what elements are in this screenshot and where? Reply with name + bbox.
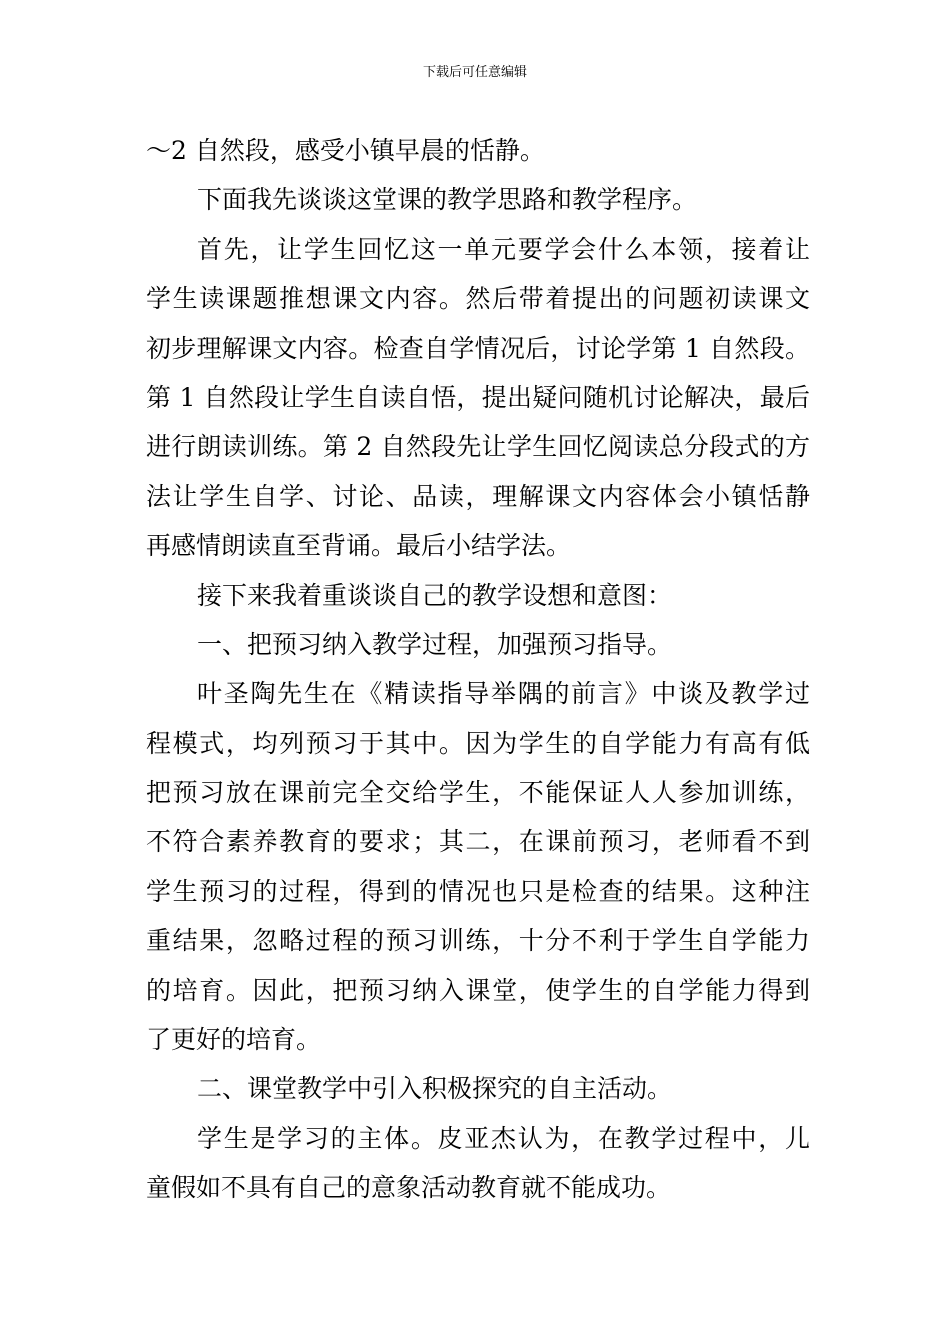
text-line: 一、把预习纳入教学过程，加强预习指导。 [197, 629, 673, 659]
text-line: 程模式，均列预习于其中。因为学生的自学能力有高有低 [146, 728, 810, 758]
text-line: 进行朗读训练。第 2 自然段先让学生回忆阅读总分段式的方 [146, 432, 810, 462]
text-line: 初步理解课文内容。检查自学情况后，讨论学第 1 自然段。 [146, 333, 810, 363]
text-line: 再感情朗读直至背诵。最后小结学法。 [146, 531, 572, 561]
text-line: 二、课堂教学中引入积极探究的自主活动。 [197, 1074, 673, 1104]
text-line: 学生预习的过程，得到的情况也只是检查的结果。这种注 [146, 876, 810, 906]
text-line: 接下来我着重谈谈自己的教学设想和意图： [197, 580, 673, 610]
text-line: ～2 自然段，感受小镇早晨的恬静。 [146, 136, 545, 165]
text-line: 童假如不具有自己的意象活动教育就不能成功。 [146, 1173, 672, 1203]
page-header: 下载后可任意编辑 [422, 65, 527, 80]
text-line: 叶圣陶先生在《精读指导举隅的前言》中谈及教学过 [197, 679, 810, 709]
document-body [146, 126, 810, 1213]
text-line: 的培育。因此，把预习纳入课堂，使学生的自学能力得到 [146, 975, 810, 1005]
text-line: 了更好的培育。 [146, 1025, 322, 1055]
text-line: 不符合素养教育的要求；其二，在课前预习，老师看不到 [146, 827, 810, 857]
text-line: 重结果，忽略过程的预习训练，十分不利于学生自学能力 [146, 926, 810, 956]
text-line: 把预习放在课前完全交给学生，不能保证人人参加训练， [146, 778, 810, 808]
text-line: 学生读课题推想课文内容。然后带着提出的问题初读课文 [146, 284, 810, 314]
text-line: 第 1 自然段让学生自读自悟，提出疑问随机讨论解决，最后 [146, 382, 810, 412]
text-line: 首先，让学生回忆这一单元要学会什么本领，接着让 [197, 234, 810, 264]
text-line: 下面我先谈谈这堂课的教学思路和教学程序。 [197, 185, 698, 215]
text-line: 法让学生自学、讨论、品读，理解课文内容体会小镇恬静 [146, 481, 810, 511]
text-line: 学生是学习的主体。皮亚杰认为，在教学过程中，儿 [197, 1123, 810, 1153]
